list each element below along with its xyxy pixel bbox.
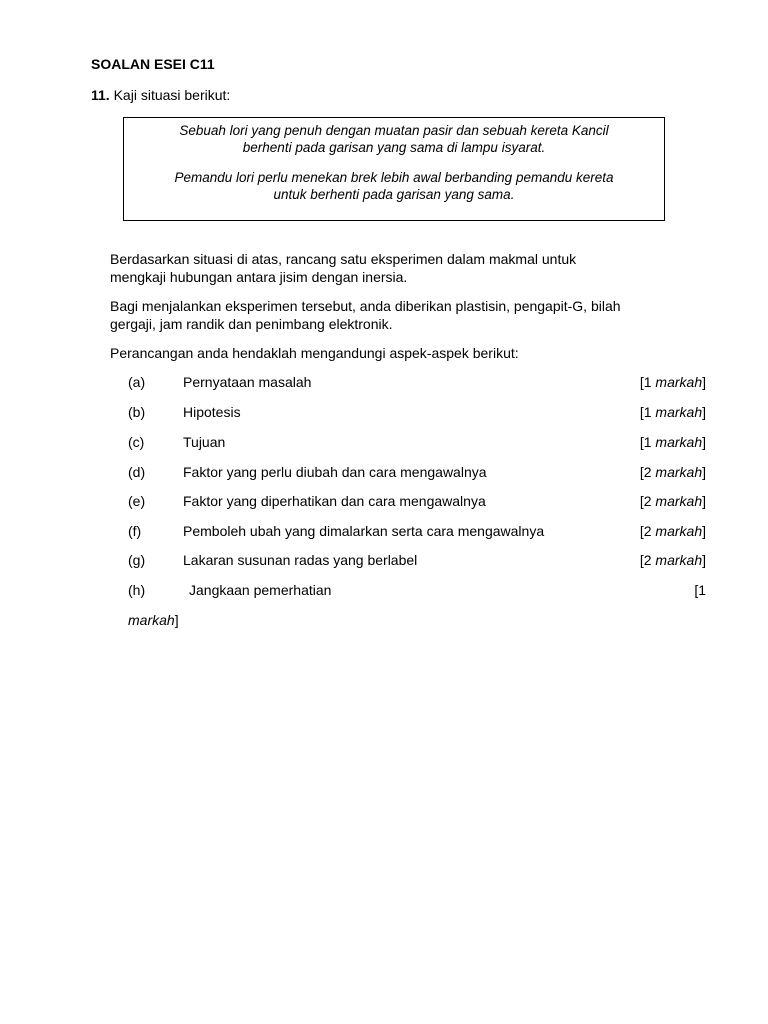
situation-p1-line2: berhenti pada garisan yang sama di lampu isyarat. [242, 140, 546, 155]
instruction-p2-line2: gergaji, jam randik dan penimbang elektronik. [110, 316, 393, 332]
aspect-code: (e) [128, 493, 146, 509]
aspect-code: (f) [128, 523, 142, 539]
instruction-p2-line1: Bagi menjalankan eksperimen tersebut, anda diberikan plastisin, pengapit-G, bilah [110, 298, 621, 314]
aspect-item-e [128, 493, 706, 511]
aspect-text: Pernyataan masalah [183, 374, 312, 390]
instruction-paragraph-1 [110, 250, 670, 286]
situation-p2-line1: Pemandu lori perlu menekan brek lebih awal berbanding pemandu kereta [174, 170, 614, 185]
question-number: 11. [91, 87, 110, 103]
aspect-text: Tujuan [183, 434, 226, 450]
aspect-code: (a) [128, 374, 146, 390]
aspect-marks-open: [1 [694, 582, 706, 598]
aspect-text: Pemboleh ubah yang dimalarkan serta cara mengawalnya [183, 523, 545, 539]
aspect-marks: [1 markah] [639, 434, 706, 450]
aspect-item-h [128, 582, 706, 600]
aspect-item-f [128, 523, 706, 541]
instruction-p1-line2: mengkaji hubungan antara jisim dengan inersia. [110, 269, 408, 285]
aspect-text: Hipotesis [183, 404, 241, 420]
aspect-marks: [2 markah] [639, 464, 706, 480]
aspect-item-d [128, 464, 706, 482]
question-line [91, 87, 230, 103]
aspect-item-c [128, 434, 706, 452]
aspect-item-a [128, 374, 706, 392]
aspect-code: (g) [128, 552, 146, 568]
aspect-code: (b) [128, 404, 146, 420]
aspect-marks: [2 markah] [639, 552, 706, 568]
aspect-marks: [1 markah] [639, 404, 706, 420]
aspect-item-g [128, 552, 706, 570]
situation-p1-line1: Sebuah lori yang penuh dengan muatan pasir dan sebuah kereta Kancil [179, 123, 609, 138]
aspect-marks: [2 markah] [639, 493, 706, 509]
situation-p2-line2: untuk berhenti pada garisan yang sama. [273, 187, 515, 202]
instruction-p1-line1: Berdasarkan situasi di atas, rancang satu eksperimen dalam makmal untuk [110, 251, 577, 267]
situation-paragraph-1 [124, 122, 664, 156]
aspect-text: Jangkaan pemerhatian [189, 582, 332, 598]
situation-box [123, 117, 665, 221]
aspect-code: (d) [128, 464, 146, 480]
instruction-paragraph-2 [110, 297, 670, 333]
aspect-text: Faktor yang diperhatikan dan cara mengawalnya [183, 493, 486, 509]
aspect-text: Lakaran susunan radas yang berlabel [183, 552, 418, 568]
aspect-h-marks-wrapped: markah] [128, 612, 179, 628]
aspect-marks: [1 markah] [639, 374, 706, 390]
aspect-code: (h) [128, 582, 146, 598]
situation-paragraph-2 [124, 169, 664, 203]
page-title: SOALAN ESEI C11 [91, 56, 215, 72]
aspect-code: (c) [128, 434, 145, 450]
question-prompt: Kaji situasi berikut: [113, 87, 231, 103]
aspect-text: Faktor yang perlu diubah dan cara mengawalnya [183, 464, 487, 480]
aspect-marks: [2 markah] [639, 523, 706, 539]
aspect-item-b [128, 404, 706, 422]
instruction-paragraph-3: Perancangan anda hendaklah mengandungi aspek-aspek berikut: [110, 345, 519, 361]
